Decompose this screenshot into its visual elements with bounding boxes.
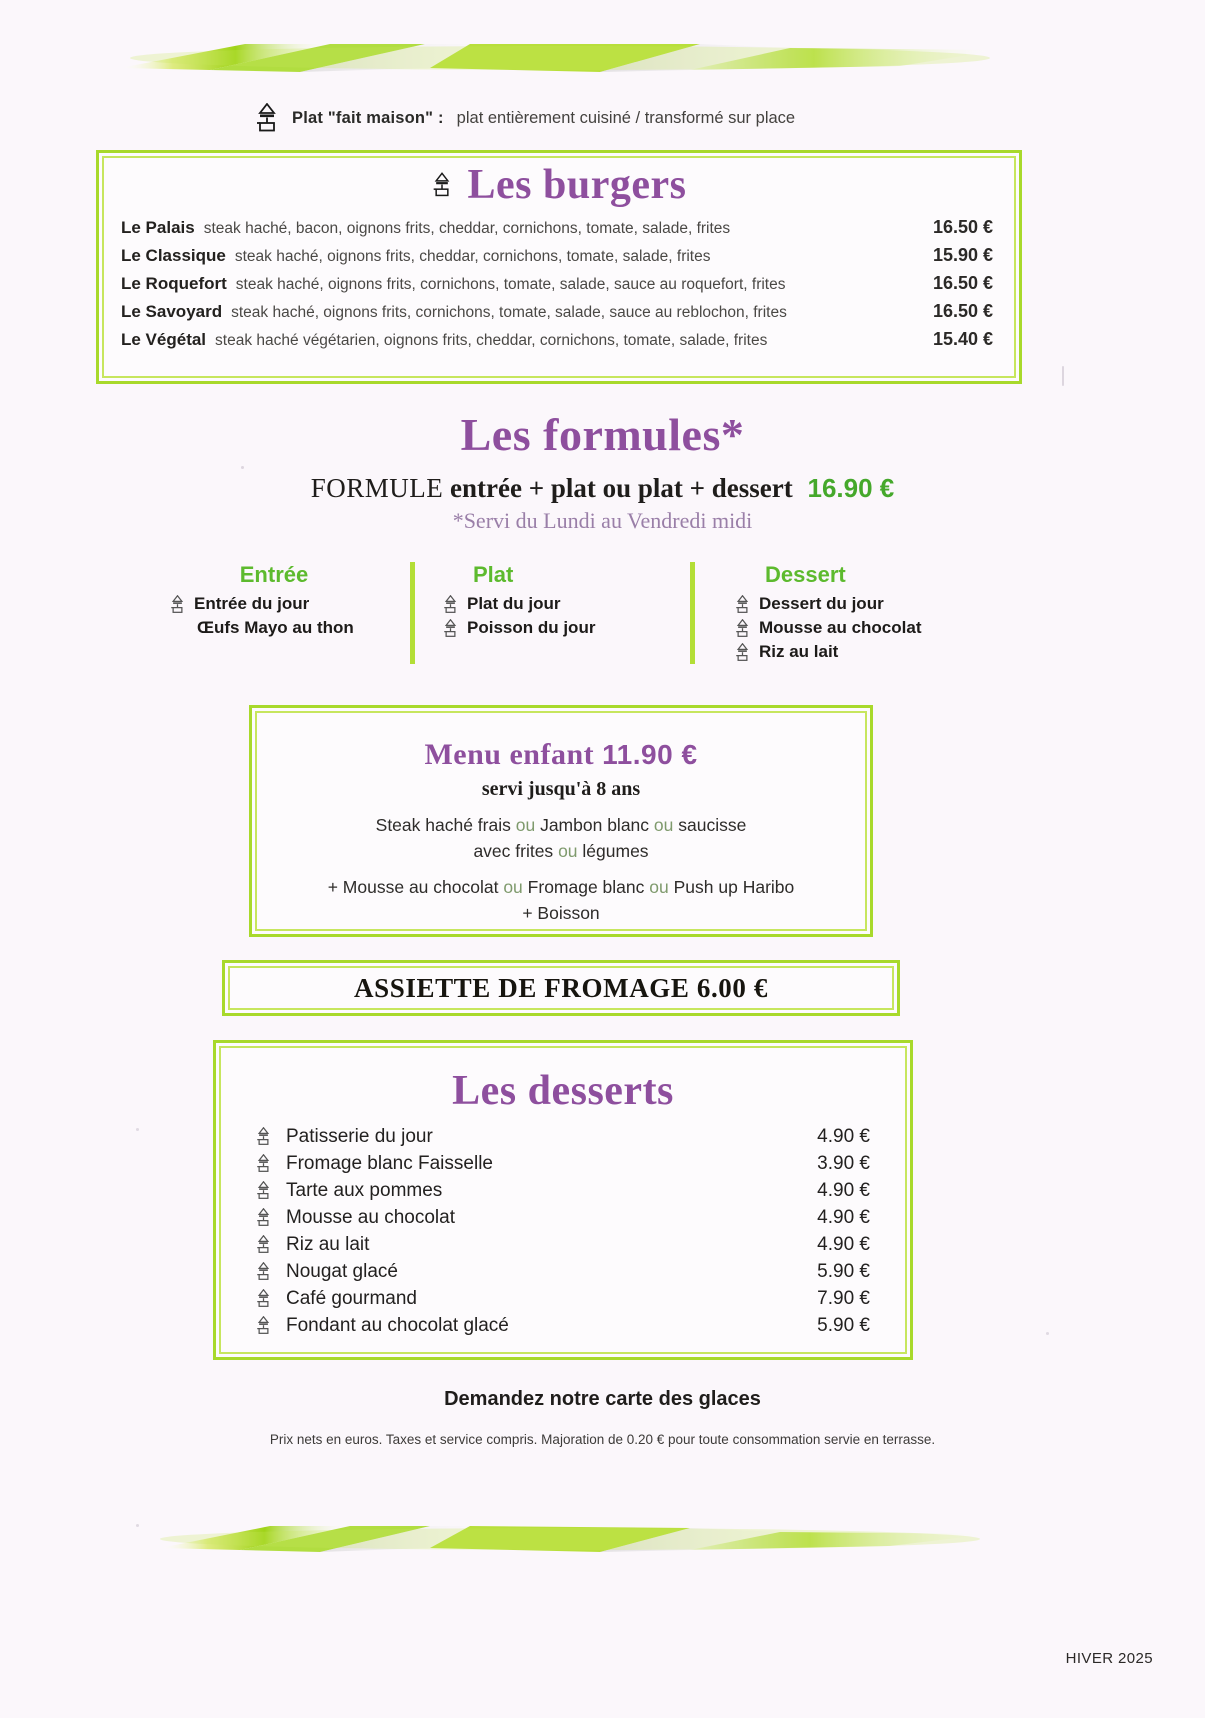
homemade-pot-icon [256,1262,286,1281]
item-label: Œufs Mayo au thon [197,618,354,637]
homemade-pot-icon [443,619,458,638]
burger-price: 16.50 € [932,300,993,321]
main-option-2: Jambon blanc [540,815,650,835]
burger-price: 15.90 € [932,244,993,265]
scan-speckle [136,1524,139,1527]
homemade-pot-icon [735,643,750,662]
side-option-2: légumes [582,840,649,861]
burger-price: 15.40 € [932,328,993,349]
formule-combo: entrée + plat ou plat + dessert [450,473,793,503]
menu-enfant-subtitle: servi jusqu'à 8 ans [481,778,641,800]
table-row [256,1123,870,1150]
burger-desc: steak haché, oignons frits, cornichons, tomate, salade, sauce au roquefort, frites [235,275,786,293]
column-heading: Entrée [239,562,309,587]
list-item [170,592,400,616]
formule-column-dessert [690,562,990,664]
burger-price: 16.50 € [932,272,993,293]
menu-enfant-section [249,705,873,937]
scan-speckle [1062,366,1064,386]
formule-columns [160,562,1040,664]
or-connector: ou [515,815,536,835]
dessert-price: 7.90 € [817,1287,870,1309]
item-label: Dessert du jour [759,594,884,613]
homemade-pot-icon [443,595,458,614]
homemade-pot-icon [255,103,279,133]
dessert-name: Tarte aux pommes [286,1179,443,1201]
homemade-pot-icon [256,1127,286,1146]
list-item [443,616,680,640]
table-row [256,1204,870,1231]
dessert-name: Fondant au chocolat glacé [286,1314,509,1336]
table-row [256,1285,870,1312]
decorative-band-top [0,38,1205,82]
dessert-price: 4.90 € [817,1233,870,1255]
or-connector: ou [649,877,669,898]
fait-maison-label: Plat "fait maison" : [292,108,444,127]
menu-enfant-drink-line: + Boisson [522,902,600,923]
menu-enfant-side-line [252,840,870,864]
scan-speckle [1046,1332,1049,1335]
homemade-pot-icon [256,1181,286,1200]
burger-name: Le Roquefort [121,273,227,293]
burger-name: Le Savoyard [121,301,223,321]
homemade-pot-icon [256,1316,286,1335]
dessert-price: 4.90 € [817,1179,870,1201]
desserts-list [216,1123,910,1339]
column-heading: Plat [473,562,514,587]
or-connector: ou [503,877,523,898]
homemade-pot-icon [256,1289,286,1308]
burgers-list [99,213,1019,353]
menu-enfant-main-line [252,814,870,838]
burger-desc: steak haché, bacon, oignons frits, cheddar, cornichons, tomate, salade, frites [203,219,731,237]
homemade-pot-icon [256,1208,286,1227]
dessert-price: 4.90 € [817,1206,870,1228]
ice-cream-card-note: Demandez notre carte des glaces [444,1388,761,1410]
table-row [256,1312,870,1339]
cheese-plate-text: ASSIETTE DE FROMAGE 6.00 € [354,972,768,1003]
cheese-plate-section [222,960,900,1016]
dessert-price: 5.90 € [817,1260,870,1282]
burgers-section [96,150,1022,384]
table-row [256,1150,870,1177]
list-item [735,592,980,616]
table-row [99,269,1019,297]
dessert-name: Riz au lait [286,1233,370,1255]
list-item [735,640,980,664]
item-label: Plat du jour [467,594,561,613]
homemade-pot-icon [735,619,750,638]
fait-maison-description: plat entièrement cuisiné / transformé sur place [456,108,796,127]
menu-enfant-dessert-line [252,876,870,900]
item-label: Entrée du jour [194,594,310,613]
legal-notice: Prix nets en euros. Taxes et service compris. Majoration de 0.20 € pour toute consommation servie en terrasse. [269,1432,936,1447]
or-connector: ou [558,840,578,861]
formules-heading: Les formules* [460,409,745,460]
scan-speckle [136,1128,139,1131]
dessert-option-2: Fromage blanc [527,877,645,898]
menu-enfant-price: 11.90 € [602,739,698,770]
dessert-option-1: + Mousse au chocolat [327,877,499,898]
decorative-band-bottom [0,1520,1205,1564]
table-row [99,241,1019,269]
desserts-heading: Les desserts [452,1068,674,1114]
dessert-price: 3.90 € [817,1152,870,1174]
fait-maison-note [255,103,795,133]
side-option-1: avec frites [473,840,554,861]
table-row [256,1258,870,1285]
formule-price: 16.90 € [807,473,895,503]
dessert-name: Mousse au chocolat [286,1206,455,1228]
dessert-price: 5.90 € [817,1314,870,1336]
list-item [443,592,680,616]
menu-enfant-title-text: Menu enfant [424,738,595,771]
formule-prefix: FORMULE [310,473,444,503]
list-item [170,616,400,640]
dessert-price: 4.90 € [817,1125,870,1147]
dessert-name: Patisserie du jour [286,1125,433,1147]
item-label: Riz au lait [759,642,839,661]
formule-column-entree [160,562,410,664]
item-label: Mousse au chocolat [759,618,922,637]
table-row [99,325,1019,353]
main-option-3: saucisse [678,815,747,835]
burger-desc: steak haché, oignons frits, cheddar, cornichons, tomate, salade, frites [234,247,711,265]
homemade-pot-icon [432,172,452,198]
or-connector: ou [653,815,674,835]
dessert-name: Fromage blanc Faisselle [286,1152,493,1174]
item-label: Poisson du jour [467,618,596,637]
burger-name: Le Classique [121,245,226,265]
burger-price: 16.50 € [932,216,993,237]
table-row [256,1177,870,1204]
burgers-heading [99,161,1019,209]
table-row [99,213,1019,241]
dessert-name: Nougat glacé [286,1260,398,1282]
homemade-pot-icon [256,1154,286,1173]
menu-enfant-heading [252,738,870,772]
season-label: HIVER 2025 [1065,1650,1153,1667]
column-heading: Dessert [765,562,846,587]
homemade-pot-icon [735,595,750,614]
burger-desc: steak haché végétarien, oignons frits, cheddar, cornichons, tomate, salade, frites [215,331,768,349]
scan-speckle [241,466,244,469]
desserts-section [213,1040,913,1360]
list-item [735,616,980,640]
table-row [99,297,1019,325]
table-row [256,1231,870,1258]
formule-line [0,473,1205,504]
burgers-title-text: Les burgers [467,162,687,208]
homemade-pot-icon [170,595,185,614]
main-option-1: Steak haché frais [375,815,511,835]
homemade-pot-icon [256,1235,286,1254]
dessert-option-3: Push up Haribo [673,877,795,898]
formule-note: *Servi du Lundi au Vendredi midi [452,508,753,533]
burger-name: Le Végétal [121,329,207,349]
formule-column-plat [410,562,690,664]
burger-name: Le Palais [121,217,195,237]
burger-desc: steak haché, oignons frits, cornichons, tomate, salade, sauce au reblochon, frites [231,303,787,321]
dessert-name: Café gourmand [286,1287,417,1309]
